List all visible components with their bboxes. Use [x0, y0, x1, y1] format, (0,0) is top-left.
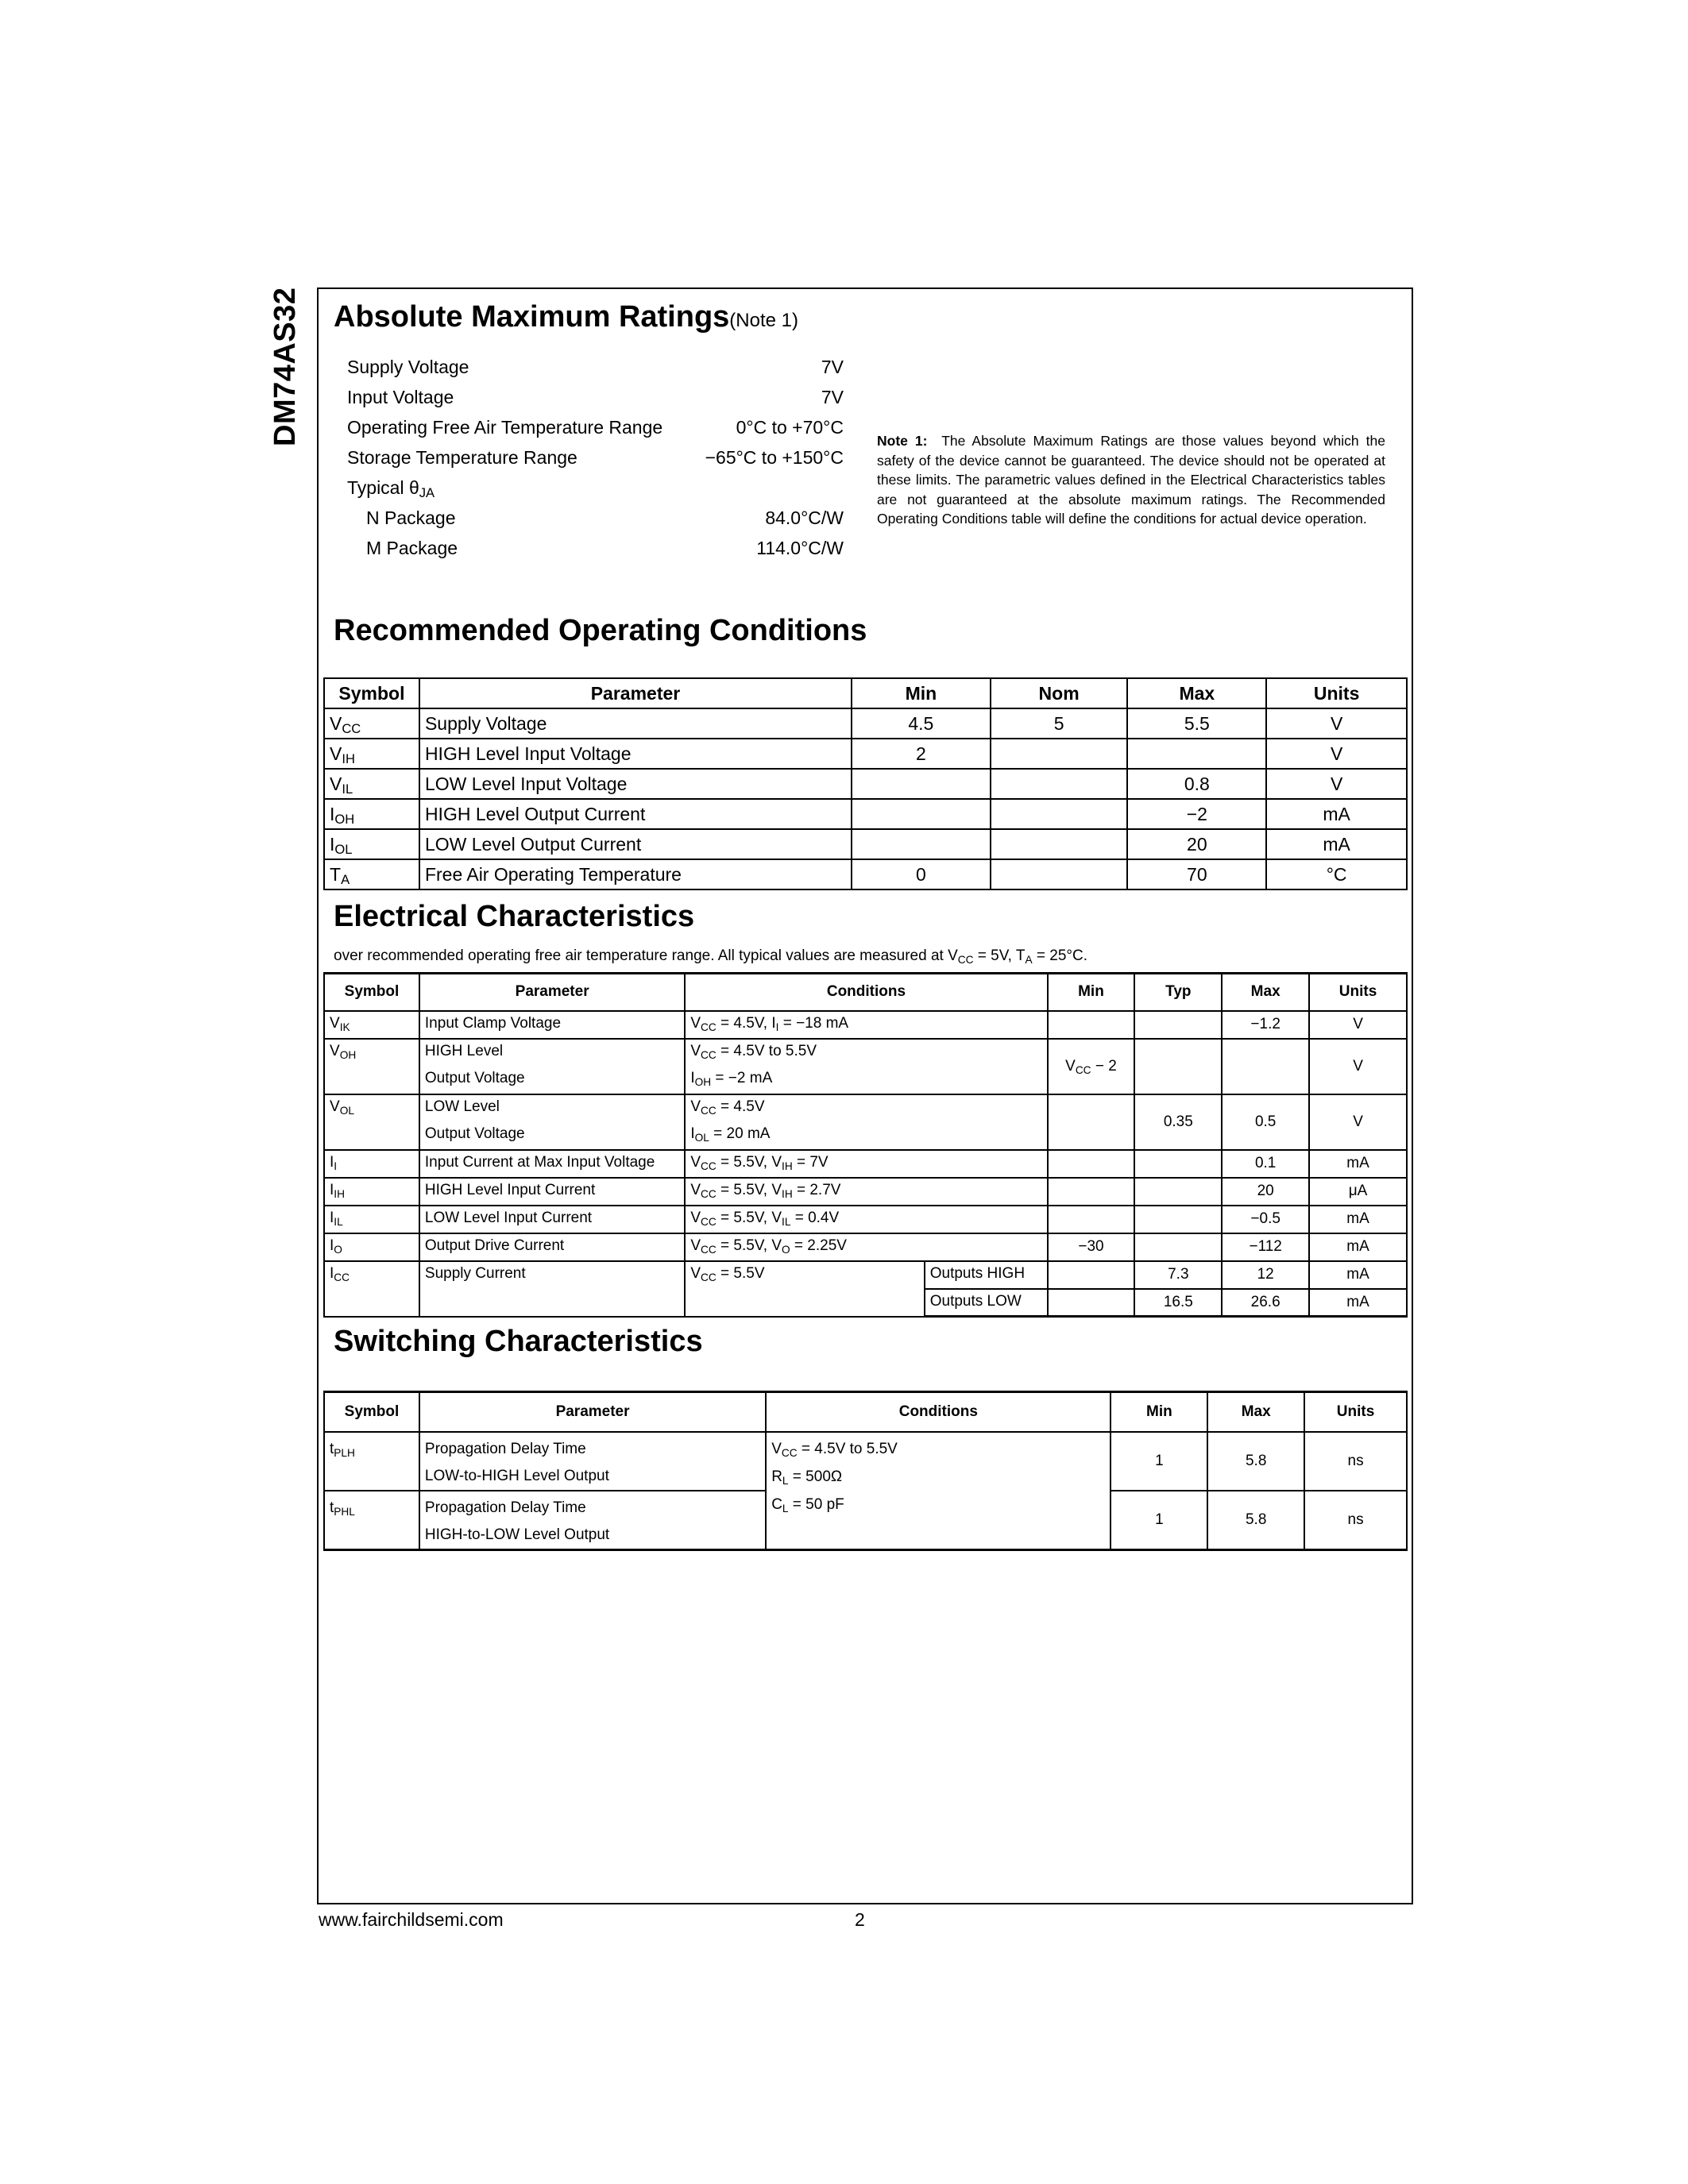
page-number: 2 — [855, 1909, 865, 1930]
table-row: $T_A$ Free Air Operating Temperature 0 70 °C — [324, 859, 1407, 889]
amr-theta: Typical $\theta_{JA}$ — [347, 477, 435, 501]
amr-package-row: M Package 114.0°C/W — [366, 537, 844, 558]
ec-heading: Electrical Characteristics — [334, 900, 695, 933]
roc-table — [323, 677, 1408, 890]
table-row: Output Voltage $I_{OH} = -2$ mA — [324, 1067, 1407, 1094]
amr-list — [347, 352, 844, 563]
table-header: Symbol Parameter Min Nom Max Units — [324, 678, 1407, 708]
table-row: $V_{IH}$ HIGH Level Input Voltage 2 V — [324, 739, 1407, 769]
amr-package-row: N Package 84.0°C/W — [366, 507, 844, 528]
amr-row: Input Voltage 7V — [347, 386, 844, 407]
table-header: Symbol Parameter Conditions Min Typ Max Units — [324, 974, 1407, 1011]
table-row: $t_{PLH}$ Propagation Delay Time LOW-to-HIGH Level Output $V_{CC} = 4.5V$ to 5.5V $R_L = 500\Omega$ $C_L = 50$ pF 1 5.8 ns — [324, 1432, 1407, 1491]
table-row: $V_{CC}$ Supply Voltage 4.5 5 5.5 V — [324, 708, 1407, 739]
table-row: $I_{OL}$ LOW Level Output Current 20 mA — [324, 829, 1407, 859]
table-row: $I_{CC}$ Supply Current $V_{CC} = 5.5V$ Outputs HIGH 7.3 12 mA — [324, 1261, 1407, 1289]
table-row: $V_{OL}$ LOW Level $V_{CC} = 4.5V$ 0.35 0.5 V — [324, 1094, 1407, 1122]
sw-heading: Switching Characteristics — [334, 1325, 703, 1358]
amr-row: Storage Temperature Range −65°C to +150°C — [347, 446, 844, 468]
table-row: Output Voltage $I_{OL} = 20$ mA — [324, 1122, 1407, 1150]
amr-heading: Absolute Maximum Ratings(Note 1) — [334, 300, 798, 334]
ec-description: over recommended operating free air temperature range. All typical values are measured at $V_{CC} = 5V$, $T_A = 25^\circ C$. — [334, 947, 1087, 967]
table-row: $I_{IH}$ HIGH Level Input Current $V_{CC} = 5.5V$, $V_{IH} = 2.7V$ 20 μA — [324, 1178, 1407, 1206]
table-row: $I_I$ Input Current at Max Input Voltage $V_{CC} = 5.5V$, $V_{IH} = 7V$ 0.1 mA — [324, 1150, 1407, 1178]
table-row: $I_{IL}$ LOW Level Input Current $V_{CC} = 5.5V$, $V_{IL} = 0.4V$ −0.5 mA — [324, 1206, 1407, 1233]
table-row: $V_{IL}$ LOW Level Input Voltage 0.8 V — [324, 769, 1407, 799]
roc-heading: Recommended Operating Conditions — [334, 614, 867, 647]
table-row: $V_{IK}$ Input Clamp Voltage $V_{CC} = 4.5V$, $I_I = -18$ mA −1.2 V — [324, 1011, 1407, 1039]
table-row: Outputs LOW 16.5 26.6 mA — [324, 1289, 1407, 1317]
amr-row: Supply Voltage 7V — [347, 356, 844, 377]
sw-table — [323, 1391, 1408, 1551]
side-part-number: DM74AS32 — [268, 287, 302, 446]
amr-row: Operating Free Air Temperature Range 0°C to +70°C — [347, 416, 844, 438]
table-row: $V_{OH}$ HIGH Level $V_{CC} = 4.5V$ to 5.5V $V_{CC} - 2$ V — [324, 1039, 1407, 1067]
note-1: Note 1: The Absolute Maximum Ratings are those values beyond which the safety of the device cannot be guaranteed. The device should not be operated at these limits. The parametric values defined in the Electrical Characteristics tables are not guaranteed at the absolute maximum ratings. The Recommended Operating Conditions table will define the conditions for actual device operation. — [877, 433, 1385, 527]
table-row: $I_O$ Output Drive Current $V_{CC} = 5.5V$, $V_O = 2.25V$ −30 −112 mA — [324, 1233, 1407, 1261]
table-row: $t_{PHL}$ Propagation Delay Time HIGH-to-LOW Level Output 1 5.8 ns — [324, 1491, 1407, 1550]
footer-url[interactable]: www.fairchildsemi.com — [319, 1909, 504, 1930]
table-header: Symbol Parameter Conditions Min Max Units — [324, 1392, 1407, 1432]
ec-table — [323, 972, 1408, 1318]
table-row: $I_{OH}$ HIGH Level Output Current −2 mA — [324, 799, 1407, 829]
